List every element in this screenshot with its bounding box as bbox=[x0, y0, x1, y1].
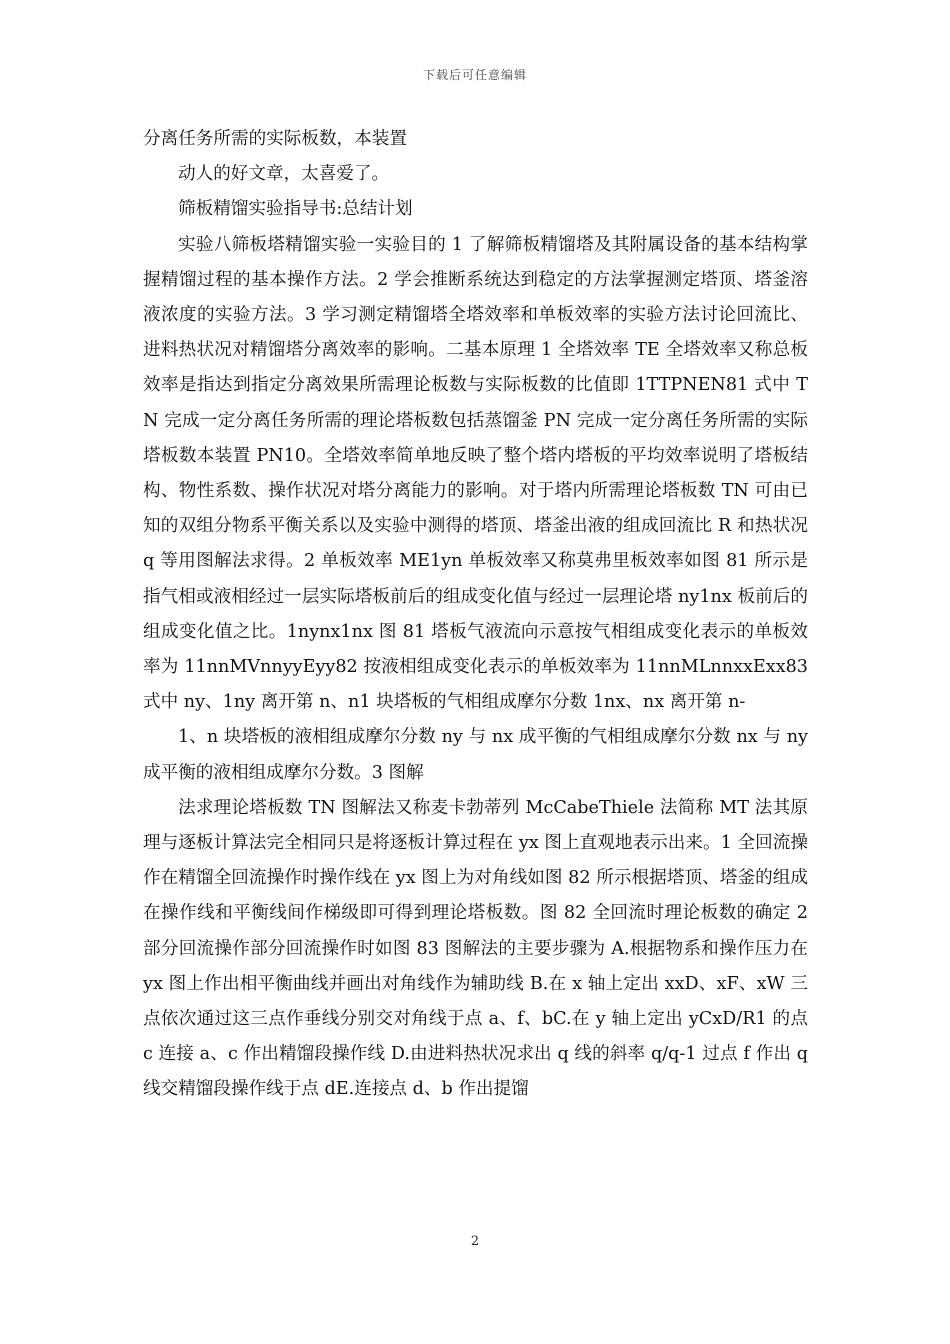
paragraph-3: 筛板精馏实验指导书:总结计划 bbox=[178, 199, 413, 220]
page-header: 下载后可任意编辑 bbox=[422, 68, 527, 82]
paragraph-1: 分离任务所需的实际板数，本装置 bbox=[143, 129, 407, 149]
paragraph-4: 实验八筛板塔精馏实验一实验目的 1 了解筛板精馏塔及其附属设备的基本结构掌握精馏过程的基本操作方法。2 学会推断系统达到稳定的方法掌握测定塔顶、塔釜溶液浓度的实验方法。3 学习测定精馏塔全塔效率和单板效率的实验方法讨论回流比、进料热状况对精馏塔分离效率的影响。二基本原理 1 全塔效率 TE 全塔效率又称总板效率是指达到指定分离效果所需理论板数与实际板数的比值即 1TTPNEN81 式中 TN 完成一定分离任务所需的理论塔板数包括蒸馏釜 PN 完成一定分离任务所需的实际塔板数本装置 PN10。全塔效率简单地反映了整个塔内塔板的平均效率说明了塔板结构、物性系数、操作状况对塔分离能力的影响。对于塔内所需理论塔板数 TN 可由已知的双组分物系平衡关系以及实验中测得的塔顶、塔釜出液的组成回流比 R 和热状况 q 等用图解法求得。2 单板效率 ME1yn 单板效率又称莫弗里板效率如图 81 所示是指气相或液相经过一层实际塔板前后的组成变化值与经过一层理论塔 ny1nx 板前后的组成变化值之比。1nynx1nx 图 81 塔板气液流向示意按气相组成变化表示的单板效率为 11nnMVnnyyEyy82 按液相组成变化表示的单板效率为 11nnMLnnxxExx83 式中 ny、1ny 离开第 n、n1 块塔板的气相组成摩尔分数 1nx、nx 离开第 n- bbox=[143, 234, 808, 713]
document-body bbox=[143, 122, 808, 1108]
paragraph-2: 动人的好文章，太喜爱了。 bbox=[178, 164, 390, 185]
page-number: 2 bbox=[470, 1234, 480, 1249]
paragraph-6: 法求理论塔板数 TN 图解法又称麦卡勃蒂列 McCabeThiele 法简称 MT 法其原理与逐板计算法完全相同只是将逐板计算过程在 yx 图上直观地表示出来。1 全回流操作在精馏全回流操作时操作线在 yx 图上为对角线如图 82 所示根据塔顶、塔釜的组成在操作线和平衡线间作梯级即可得到理论塔板数。图 82 全回流时理论板数的确定 2 部分回流操作部分回流操作时如图 83 图解法的主要步骤为 A.根据物系和操作压力在 yx 图上作出相平衡曲线并画出对角线作为辅助线 B.在 x 轴上定出 xxD、xF、xW 三点依次通过这三点作垂线分别交对角线于点 a、f、bC.在 y 轴上定出 yCxD/R1 的点 c 连接 a、c 作出精馏段操作线 D.由进料热状况求出 q 线的斜率 q/q-1 过点 f 作出 q 线交精馏段操作线于点 dE.连接点 d、b 作出提馏 bbox=[143, 797, 808, 1100]
paragraph-5: 1、n 块塔板的液相组成摩尔分数 ny 与 nx 成平衡的气相组成摩尔分数 nx 与 ny 成平衡的液相组成摩尔分数。3 图解 bbox=[143, 727, 808, 783]
